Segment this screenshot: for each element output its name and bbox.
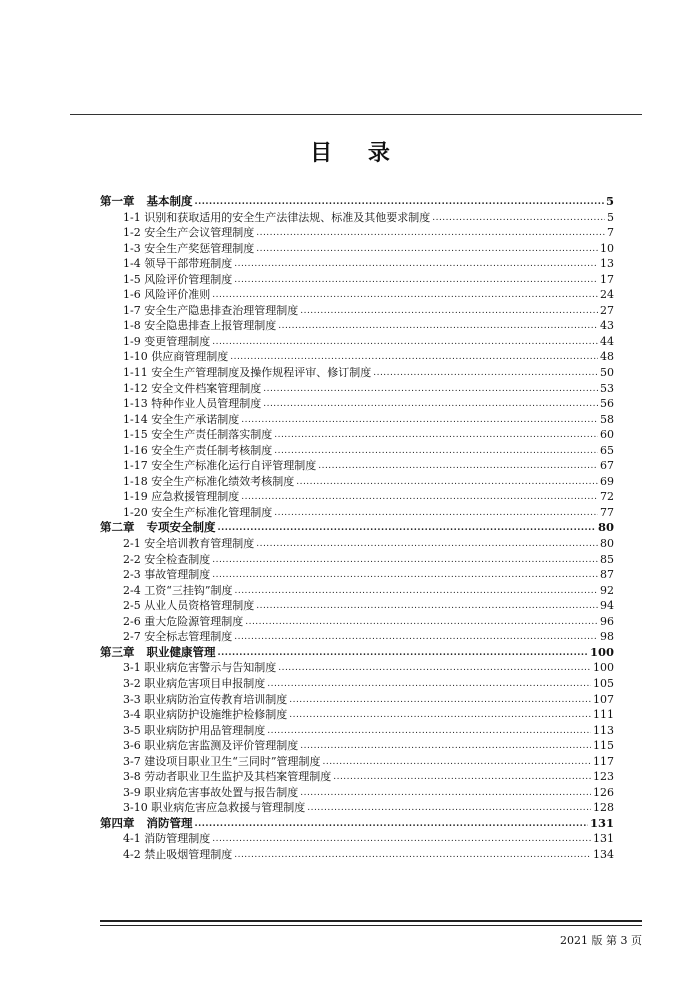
toc-leader-dots [195,195,604,210]
toc-section-entry[interactable] [100,272,614,288]
toc-chapter-number: 第四章 [100,815,135,830]
toc-section-title: 4-2 禁止吸烟管理制度 [123,847,233,861]
toc-leader-dots [432,211,605,226]
toc-section-entry[interactable] [100,349,614,365]
toc-page-number: 72 [600,490,614,504]
toc-chapter-title: 职业健康管理 [146,644,216,659]
toc-section-title: 3-1 职业病危害警示与告知制度 [123,661,277,675]
toc-leader-dots [234,584,598,599]
toc-page-number: 48 [600,350,614,364]
toc-page-number: 77 [600,505,614,519]
toc-section-title: 4-1 消防管理制度 [123,832,211,846]
toc-leader-dots [218,646,588,661]
toc-leader-dots [300,304,598,319]
toc-leader-dots [274,444,598,459]
toc-page-number: 87 [600,568,614,582]
toc-leader-dots [289,708,591,723]
toc-leader-dots [234,848,591,863]
toc-page-number: 58 [600,412,614,426]
toc-chapter-title: 消防管理 [146,815,193,830]
toc-section-title: 3-8 劳动者职业卫生监护及其档案管理制度 [123,770,332,784]
toc-section-entry[interactable] [100,427,614,443]
toc-section-title: 1-5 风险评价管理制度 [123,272,233,286]
toc-section-entry[interactable] [100,443,614,459]
toc-section-entry[interactable] [100,474,614,490]
toc-page-number: 5 [607,210,614,224]
toc-leader-dots [333,770,591,785]
toc-chapter-label [100,520,216,536]
toc-leader-dots [373,366,598,381]
footer-rule-thin [100,925,642,926]
toc-chapter-number: 第二章 [100,520,135,535]
toc-page-number: 80 [597,520,614,535]
toc-leader-dots [318,459,598,474]
toc-section-title: 1-2 安全生产会议管理制度 [123,226,255,240]
toc-page-number: 65 [600,443,614,457]
toc-leader-dots [195,817,588,832]
toc-page-number: 131 [593,832,614,846]
page-footer: 2021 版 第 3 页 [560,934,642,947]
toc-section-title: 2-1 安全培训教育管理制度 [123,537,255,551]
toc-page-number: 56 [600,397,614,411]
toc-leader-dots [230,350,598,365]
toc-section-title: 3-6 职业病危害监测及评价管理制度 [123,739,299,753]
toc-section-entry[interactable] [100,365,614,381]
toc-section-title: 1-17 安全生产标准化运行自评管理制度 [123,459,317,473]
toc-section-entry[interactable] [100,381,614,397]
toc-page-number: 134 [593,847,614,861]
toc-leader-dots [256,242,598,257]
toc-chapter-number: 第一章 [100,194,135,208]
toc-section-title: 3-3 职业病防治宣传教育培训制度 [123,692,288,706]
toc-leader-dots [307,801,591,816]
toc-leader-dots [289,693,591,708]
toc-page-number: 60 [600,428,614,442]
toc-page-number: 98 [600,630,614,644]
toc-leader-dots [263,382,598,397]
toc-section-title: 1-11 安全生产管理制度及操作规程评审、修订制度 [123,366,372,380]
toc-section-entry[interactable] [100,723,614,739]
toc-leader-dots [234,257,598,272]
toc-leader-dots [256,226,605,241]
toc-section-title: 2-5 从业人员资格管理制度 [123,599,255,613]
toc-page-number: 17 [600,272,614,286]
toc-section-title: 1-1 识别和获取适用的安全生产法律法规、标准及其他要求制度 [123,210,431,224]
table-of-contents [100,194,614,863]
toc-section-entry[interactable] [100,567,614,583]
toc-page-number: 7 [607,226,614,240]
toc-page-number: 123 [593,770,614,784]
toc-section-title: 1-19 应急救援管理制度 [123,490,240,504]
toc-page-number: 13 [600,257,614,271]
toc-leader-dots [212,288,598,303]
page-title: 目 录 [310,140,404,166]
toc-section-entry[interactable] [100,769,614,785]
toc-leader-dots [278,661,591,676]
toc-leader-dots [218,521,596,536]
toc-leader-dots [274,506,598,521]
toc-section-title: 2-4 工资“三挂钩”制度 [123,583,233,597]
toc-leader-dots [296,475,598,490]
toc-page-number: 85 [600,552,614,566]
toc-section-entry[interactable] [100,489,614,505]
toc-section-title: 2-7 安全标志管理制度 [123,630,233,644]
toc-leader-dots [263,397,598,412]
toc-section-entry[interactable] [100,334,614,350]
toc-section-entry[interactable] [100,225,614,241]
toc-leader-dots [274,428,598,443]
toc-page-number: 113 [593,723,614,737]
toc-chapter-label [100,194,193,210]
toc-section-title: 3-2 职业病危害项目申报制度 [123,676,266,690]
toc-leader-dots [267,724,591,739]
toc-section-title: 1-13 特种作业人员管理制度 [123,397,262,411]
toc-section-title: 1-6 风险评价准则 [123,288,211,302]
toc-page-number: 67 [600,459,614,473]
toc-leader-dots [212,335,598,350]
toc-section-title: 3-4 职业病防护设施维护检修制度 [123,708,288,722]
toc-chapter-entry[interactable] [100,194,614,210]
toc-leader-dots [234,630,598,645]
toc-section-entry[interactable] [100,847,614,863]
toc-section-entry[interactable] [100,318,614,334]
toc-section-title: 3-5 职业病防护用品管理制度 [123,723,266,737]
footer-rule-thick [100,920,642,922]
toc-section-title: 2-6 重大危险源管理制度 [123,614,244,628]
toc-page-number: 27 [600,303,614,317]
toc-leader-dots [241,413,598,428]
toc-section-entry[interactable] [100,412,614,428]
header-rule [70,114,642,115]
toc-section-title: 3-7 建设项目职业卫生“三同时”管理制度 [123,754,321,768]
toc-section-entry[interactable] [100,660,614,676]
toc-section-entry[interactable] [100,692,614,708]
toc-section-entry[interactable] [100,287,614,303]
toc-page-number: 107 [593,692,614,706]
toc-page-number: 24 [600,288,614,302]
toc-leader-dots [245,615,598,630]
toc-page-number: 100 [593,661,614,675]
toc-section-title: 1-8 安全隐患排查上报管理制度 [123,319,277,333]
toc-section-title: 3-10 职业病危害应急救援与管理制度 [123,801,306,815]
toc-page-number: 10 [600,241,614,255]
toc-leader-dots [300,739,591,754]
toc-chapter-title: 专项安全制度 [146,520,216,535]
toc-section-entry[interactable] [100,458,614,474]
toc-page-number: 100 [589,644,614,659]
toc-section-entry[interactable] [100,210,614,226]
toc-leader-dots [212,568,598,583]
toc-section-entry[interactable] [100,785,614,801]
toc-page-number: 94 [600,599,614,613]
toc-section-entry[interactable] [100,676,614,692]
toc-page-number: 126 [593,785,614,799]
toc-section-entry[interactable] [100,754,614,770]
toc-page-number: 96 [600,614,614,628]
toc-page-number: 105 [593,676,614,690]
toc-section-title: 1-18 安全生产标准化绩效考核制度 [123,474,295,488]
toc-leader-dots [241,490,598,505]
toc-section-title: 1-20 安全生产标准化管理制度 [123,505,273,519]
toc-chapter-entry[interactable] [100,645,614,661]
toc-chapter-entry[interactable] [100,520,614,536]
toc-section-title: 3-9 职业病危害事故处置与报告制度 [123,785,299,799]
toc-page-number: 115 [593,739,614,753]
toc-leader-dots [212,832,591,847]
toc-chapter-title: 基本制度 [146,194,193,208]
toc-section-title: 1-15 安全生产责任制落实制度 [123,428,273,442]
toc-page-number: 128 [593,801,614,815]
toc-section-entry[interactable] [100,738,614,754]
toc-section-title: 1-14 安全生产承诺制度 [123,412,240,426]
toc-section-entry[interactable] [100,614,614,630]
toc-page-number: 131 [589,815,614,830]
toc-leader-dots [278,319,598,334]
toc-page-number: 44 [600,334,614,348]
toc-section-title: 1-16 安全生产责任制考核制度 [123,443,273,457]
toc-leader-dots [256,537,598,552]
toc-section-entry[interactable] [100,505,614,521]
toc-section-title: 1-4 领导干部带班制度 [123,257,233,271]
toc-section-entry[interactable] [100,598,614,614]
toc-page-number: 5 [605,194,614,208]
toc-section-entry[interactable] [100,256,614,272]
toc-section-entry[interactable] [100,536,614,552]
toc-section-entry[interactable] [100,241,614,257]
toc-chapter-number: 第三章 [100,644,135,659]
toc-page-number: 69 [600,474,614,488]
toc-section-title: 1-7 安全生产隐患排查治理管理制度 [123,303,299,317]
toc-page-number: 43 [600,319,614,333]
toc-section-entry[interactable] [100,396,614,412]
toc-section-entry[interactable] [100,303,614,319]
toc-leader-dots [256,599,598,614]
toc-leader-dots [212,553,598,568]
toc-chapter-label [100,816,193,832]
toc-page-number: 111 [593,708,614,722]
toc-page-number: 92 [600,583,614,597]
toc-section-title: 1-12 安全文件档案管理制度 [123,381,262,395]
toc-leader-dots [300,786,591,801]
toc-page-number: 117 [593,754,614,768]
toc-leader-dots [234,273,598,288]
toc-section-entry[interactable] [100,552,614,568]
toc-page-number: 53 [600,381,614,395]
toc-section-entry[interactable] [100,800,614,816]
toc-section-title: 2-3 事故管理制度 [123,568,211,582]
toc-section-title: 2-2 安全检查制度 [123,552,211,566]
toc-section-title: 1-9 变更管理制度 [123,334,211,348]
toc-section-entry[interactable] [100,583,614,599]
toc-section-title: 1-10 供应商管理制度 [123,350,229,364]
toc-chapter-entry[interactable] [100,816,614,832]
toc-leader-dots [322,755,591,770]
toc-section-entry[interactable] [100,707,614,723]
toc-chapter-label [100,645,216,661]
toc-section-title: 1-3 安全生产奖惩管理制度 [123,241,255,255]
toc-leader-dots [267,677,591,692]
toc-page-number: 80 [600,537,614,551]
toc-section-entry[interactable] [100,629,614,645]
toc-section-entry[interactable] [100,831,614,847]
toc-page-number: 50 [600,366,614,380]
